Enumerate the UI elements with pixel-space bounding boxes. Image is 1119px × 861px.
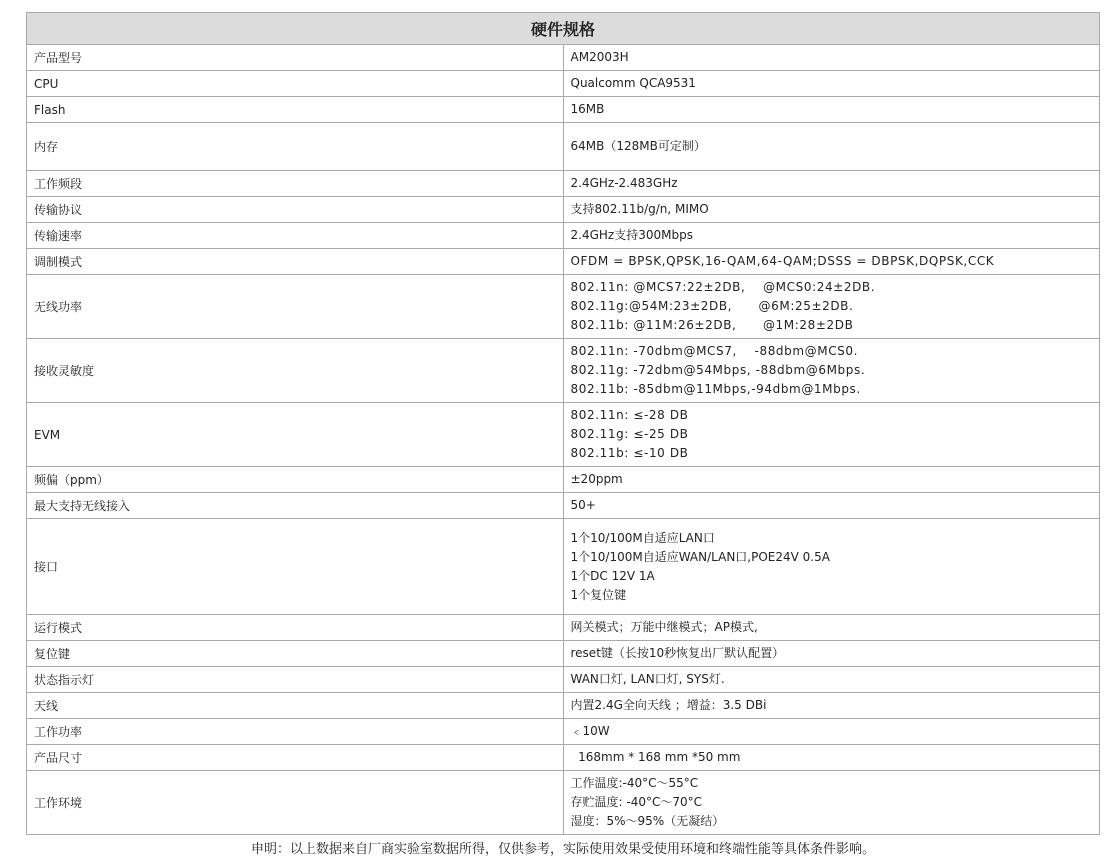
spec-value-line: 网关模式；万能中继模式；AP模式, — [570, 620, 758, 634]
table-row — [27, 223, 1100, 249]
table-row — [27, 275, 1100, 339]
spec-value-line: 1个复位键 — [570, 587, 627, 602]
spec-value — [563, 771, 1100, 835]
spec-value — [563, 97, 1100, 123]
spec-value — [563, 197, 1100, 223]
table-row — [27, 719, 1100, 745]
spec-value-line: reset键（长按10秒恢复出厂默认配置） — [570, 646, 785, 660]
spec-value — [563, 719, 1100, 745]
spec-value-line: 168mm * 168 mm *50 mm — [570, 750, 741, 764]
spec-label: 调制模式 — [27, 249, 564, 275]
spec-value — [563, 403, 1100, 467]
table-row — [27, 745, 1100, 771]
spec-value-line: 湿度：5%～95%（无凝结） — [570, 814, 725, 828]
spec-label: 工作频段 — [27, 171, 564, 197]
table-row — [27, 641, 1100, 667]
spec-label: 天线 — [27, 693, 564, 719]
spec-value-line: 50+ — [570, 498, 596, 512]
spec-value-line: 内置2.4G全向天线 ；增益：3.5 DBi — [570, 698, 767, 712]
spec-value-line: Qualcomm QCA9531 — [570, 76, 696, 90]
spec-value-line: 802.11n: -70dbm@MCS7, -88dbm@MCS0. — [570, 344, 859, 358]
table-row — [27, 339, 1100, 403]
table-row — [27, 97, 1100, 123]
table-title-row — [27, 13, 1100, 45]
spec-label: 频偏（ppm） — [27, 467, 564, 493]
table-row — [27, 249, 1100, 275]
spec-value — [563, 171, 1100, 197]
spec-label: 状态指示灯 — [27, 667, 564, 693]
spec-value-line: 802.11g: -72dbm@54Mbps, -88dbm@6Mbps. — [570, 363, 866, 377]
spec-value-line: 存贮温度: -40°C～70°C — [570, 795, 702, 809]
table-row — [27, 403, 1100, 467]
spec-value — [563, 275, 1100, 339]
table-row — [27, 693, 1100, 719]
spec-value — [563, 223, 1100, 249]
table-row — [27, 71, 1100, 97]
spec-value-line: 802.11n: ≤-28 DB — [570, 408, 689, 422]
spec-value — [563, 45, 1100, 71]
spec-value-line: 工作温度:-40°C～55°C — [570, 776, 699, 790]
disclaimer-footnote: 申明：以上数据来自厂商实验室数据所得，仅供参考，实际使用效果受使用环境和终端性能等具体条件影响。 — [250, 842, 875, 857]
spec-label: 工作功率 — [27, 719, 564, 745]
table-row — [27, 667, 1100, 693]
spec-value-line: ±20ppm — [570, 472, 623, 486]
spec-value — [563, 467, 1100, 493]
spec-label: EVM — [27, 403, 564, 467]
spec-value — [563, 745, 1100, 771]
spec-value-line: 802.11n: @MCS7:22±2DB, @MCS0:24±2DB. — [570, 280, 876, 294]
spec-value — [563, 339, 1100, 403]
spec-value-line: 1个DC 12V 1A — [570, 568, 655, 583]
spec-value-line: 802.11b: @11M:26±2DB, @1M:28±2DB — [570, 318, 854, 332]
spec-value — [563, 249, 1100, 275]
spec-label: 工作环境 — [27, 771, 564, 835]
spec-table-body — [27, 45, 1100, 835]
spec-value-line: 802.11b: ≤-10 DB — [570, 446, 689, 460]
spec-value — [563, 615, 1100, 641]
spec-label: 复位键 — [27, 641, 564, 667]
spec-label: 内存 — [27, 123, 564, 171]
spec-label: 接口 — [27, 519, 564, 615]
table-row — [27, 123, 1100, 171]
spec-value — [563, 123, 1100, 171]
spec-label: Flash — [27, 97, 564, 123]
spec-value-line: 802.11b: -85dbm@11Mbps,-94dbm@1Mbps. — [570, 382, 861, 396]
table-row — [27, 171, 1100, 197]
spec-label: 传输协议 — [27, 197, 564, 223]
table-row — [27, 615, 1100, 641]
table-row — [27, 197, 1100, 223]
spec-label: 接收灵敏度 — [27, 339, 564, 403]
spec-value — [563, 693, 1100, 719]
spec-value-line: OFDM = BPSK,QPSK,16-QAM,64-QAM;DSSS = DBPSK,DQPSK,CCK — [570, 254, 995, 268]
spec-label: 产品型号 — [27, 45, 564, 71]
spec-value-line: 16MB — [570, 102, 605, 116]
table-title: 硬件规格 — [27, 13, 1100, 45]
table-row — [27, 519, 1100, 615]
spec-label: 最大支持无线接入 — [27, 493, 564, 519]
spec-value-line: 802.11g: ≤-25 DB — [570, 427, 689, 441]
spec-label: 运行模式 — [27, 615, 564, 641]
spec-value-line: 1个10/100M自适应WAN/LAN口,POE24V 0.5A — [570, 549, 830, 564]
spec-value — [563, 641, 1100, 667]
spec-label: 传输速率 — [27, 223, 564, 249]
spec-value — [563, 493, 1100, 519]
spec-value-line: 2.4GHz支持300Mbps — [570, 228, 693, 242]
spec-value-line: 802.11g:@54M:23±2DB, @6M:25±2DB. — [570, 299, 854, 313]
spec-value-line: WAN口灯, LAN口灯, SYS灯. — [570, 672, 725, 686]
table-row — [27, 771, 1100, 835]
table-row — [27, 467, 1100, 493]
spec-label: 产品尺寸 — [27, 745, 564, 771]
spec-label: CPU — [27, 71, 564, 97]
hardware-spec-table — [26, 12, 1100, 835]
spec-value-line: ﹤10W — [570, 724, 610, 738]
table-row — [27, 493, 1100, 519]
table-row — [27, 45, 1100, 71]
spec-value-line: AM2003H — [570, 50, 629, 64]
spec-label: 无线功率 — [27, 275, 564, 339]
spec-value-line: 64MB（128MB可定制） — [570, 139, 706, 153]
spec-value-line: 支持802.11b/g/n, MIMO — [570, 202, 709, 216]
spec-value — [563, 519, 1100, 615]
spec-value — [563, 667, 1100, 693]
spec-value-line: 1个10/100M自适应LAN口 — [570, 530, 715, 545]
spec-value-line: 2.4GHz-2.483GHz — [570, 176, 678, 190]
spec-value — [563, 71, 1100, 97]
